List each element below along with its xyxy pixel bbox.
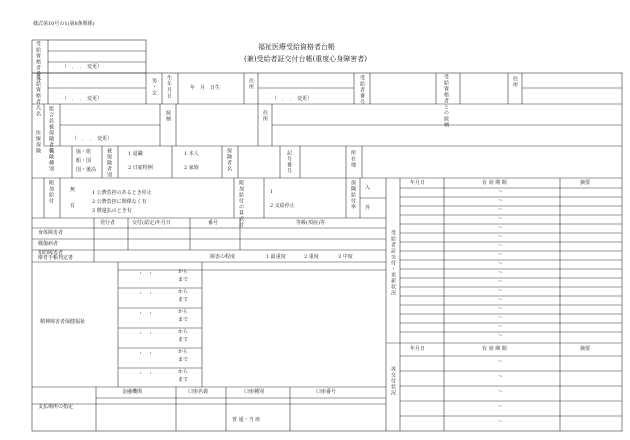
col-grade: 等級(項症)等 (296, 220, 325, 226)
person-option-1: 1 本人 (184, 151, 199, 157)
union-relation-label: 続柄 (165, 110, 171, 122)
benefit-calc-label: 附加給付の算式計 (238, 180, 244, 228)
benefit-in: 入 (365, 185, 371, 191)
history-tilde: ～ (498, 198, 504, 204)
calc-item-2: 2 支給停止 (270, 203, 295, 209)
history-tilde: ～ (498, 324, 504, 330)
calc-item-1: 1 (270, 189, 274, 195)
address-change-note: （ ． ． 変更） (272, 96, 313, 102)
history-tilde: ～ (498, 333, 504, 339)
address2-label: 住所 (512, 76, 518, 88)
form-subtitle: (兼)受給者証交付台帳(重度心身障害者) (244, 55, 367, 63)
history-col-date-1: 年月日 (410, 180, 426, 186)
history-tilde: ～ (498, 297, 504, 303)
date-range-5-to: まで (178, 357, 189, 363)
history-tilde: ～ (498, 216, 504, 222)
sex-label: 男・女 (151, 78, 157, 96)
history-tilde: ～ (498, 359, 504, 365)
insured-option-2: 2 日雇特例 (128, 165, 153, 171)
date-range-1-from-date: ・ ・ (138, 271, 154, 277)
form-id: 様式第10号の1(第8条関係) (33, 21, 95, 27)
row-war: 戦傷病者 (38, 241, 59, 247)
degree-option-2: 2 重度 (304, 254, 319, 260)
date-range-4-to: まで (178, 337, 189, 343)
insurance-side-label: 医療保険 (35, 130, 41, 154)
degree-option-1: 1 最重度 (266, 254, 286, 260)
union-address-label: 住所 (262, 110, 268, 122)
history-tilde: ～ (498, 225, 504, 231)
id-change-note: （ ． ． 変更） (62, 64, 103, 70)
date-range-3-to: まで (178, 317, 189, 323)
union-insured-label: 組合員被保険者名 (48, 106, 54, 154)
insured-class-label: 被保険者別 (106, 148, 112, 178)
payment-label: 支払場所の指定 (38, 404, 74, 410)
history-tilde: ～ (498, 261, 504, 267)
row-handbook: 療育手帳判定書 (38, 255, 74, 261)
date-range-1-from: から (178, 269, 189, 275)
date-range-4-from-date: ・ ・ (138, 331, 154, 337)
history-tilde: ～ (498, 252, 504, 258)
history-tilde: ～ (498, 315, 504, 321)
history-tilde: ～ (498, 270, 504, 276)
benefit-item-1: 1 公費負担のあるとき停止 (92, 190, 152, 196)
history-col-period-1: 有 効 期 間 (482, 180, 507, 186)
payment-branch: 口座名義 (188, 389, 209, 395)
history-tilde: ～ (498, 306, 504, 312)
row-physical: 身体障害者 (38, 230, 64, 236)
history-col-period-2: 有 効 期 間 (482, 346, 507, 352)
payment-account-number: 口座番号 (316, 389, 337, 395)
history-col-date-2: 年月日 (410, 346, 426, 352)
benefit-rate-label: 保険給付率 (350, 180, 356, 210)
insurance-type-label: 保険種別 (48, 148, 54, 172)
history-tilde: ～ (498, 243, 504, 249)
date-range-5-from: から (178, 349, 189, 355)
history-tilde: ～ (498, 404, 504, 410)
history-tilde: ～ (498, 207, 504, 213)
history-tilde: ～ (498, 288, 504, 294)
date-range-2-to: まで (178, 297, 189, 303)
history-tilde: ～ (498, 419, 504, 425)
date-range-4-from: から (178, 329, 189, 335)
person-option-2: 2 家族 (184, 165, 199, 171)
history-col-note-2: 摘要 (580, 346, 591, 352)
history-tilde: ～ (498, 234, 504, 240)
mental-label: 精神障害者保健福祉 (40, 319, 86, 325)
row-intellectual: 知的障害者 (38, 250, 64, 256)
history-tilde: ～ (498, 374, 504, 380)
col-issuer: 発行者 (100, 220, 116, 226)
payment-account-options: 普 通・当 座 (232, 417, 261, 423)
date-range-3-from-date: ・ ・ (138, 311, 154, 317)
id-label: 受給資格者番号 (35, 41, 41, 83)
address-label: 住所 (248, 78, 254, 90)
benefit-yes: 有 (70, 203, 76, 209)
date-range-2-from: から (178, 289, 189, 295)
benefit-out: 外 (365, 205, 371, 211)
insured-option-1: 1 退職 (128, 151, 143, 157)
birth-format: 年 月 日生 (190, 85, 221, 91)
birth-label: 生年月日 (166, 75, 172, 99)
benefit-label: 附加給付 (48, 180, 54, 204)
history-tilde: ～ (498, 389, 504, 395)
date-range-5-from-date: ・ ・ (138, 351, 154, 357)
date-range-3-from: から (178, 309, 189, 315)
insurance-type-option-2: 船・国 (76, 158, 92, 164)
date-range-6-to: まで (178, 377, 189, 383)
insurance-type-option-1: 協・組 (76, 149, 92, 155)
history-section-1-label: 受給者証交付・更新状況 (390, 230, 396, 296)
recipient-name-label: 受給資格者氏名 (35, 75, 41, 117)
date-range-2-from-date: ・ ・ (138, 291, 154, 297)
insurance-type-option-3: 国・後高 (76, 167, 97, 173)
payment-account-type: 口座種別 (244, 389, 265, 395)
recipient-change-note: （ ． ． 変更） (62, 96, 103, 102)
history-tilde: ～ (498, 279, 504, 285)
symbol-number-label: 記号番号 (286, 150, 292, 174)
history-section-2-label: 再交付状況 (390, 366, 396, 396)
col-number: 番号 (208, 220, 219, 226)
union-change-note: （ ． ． 変更） (72, 136, 113, 142)
recipient-number-label: 受給者番号 (359, 75, 365, 105)
insurer-name-label: 保険者名 (226, 148, 232, 172)
location-label: 所在地 (350, 150, 356, 168)
form-title: 福祉医療受給資格者台帳 (258, 43, 335, 51)
payment-bank: 金融機関 (122, 389, 143, 395)
date-range-6-from: から (178, 369, 189, 375)
benefit-none: 無 (70, 187, 76, 193)
benefit-item-2: 2 公費負担に関係なく有 (92, 199, 147, 205)
col-date: 交付(認定)年月日 (132, 220, 171, 226)
history-col-note-1: 摘要 (580, 180, 591, 186)
date-range-6-from-date: ・ ・ (138, 371, 154, 377)
benefit-item-3: 3 償還払のとき有 (92, 208, 132, 214)
relation-label: 受給資格者との続柄 (443, 74, 449, 128)
degree-option-3: 3 中度 (338, 254, 353, 260)
date-range-1-to: まで (178, 277, 189, 283)
history-tilde: ～ (498, 189, 504, 195)
degree-label: 障害の程度 (210, 254, 236, 260)
